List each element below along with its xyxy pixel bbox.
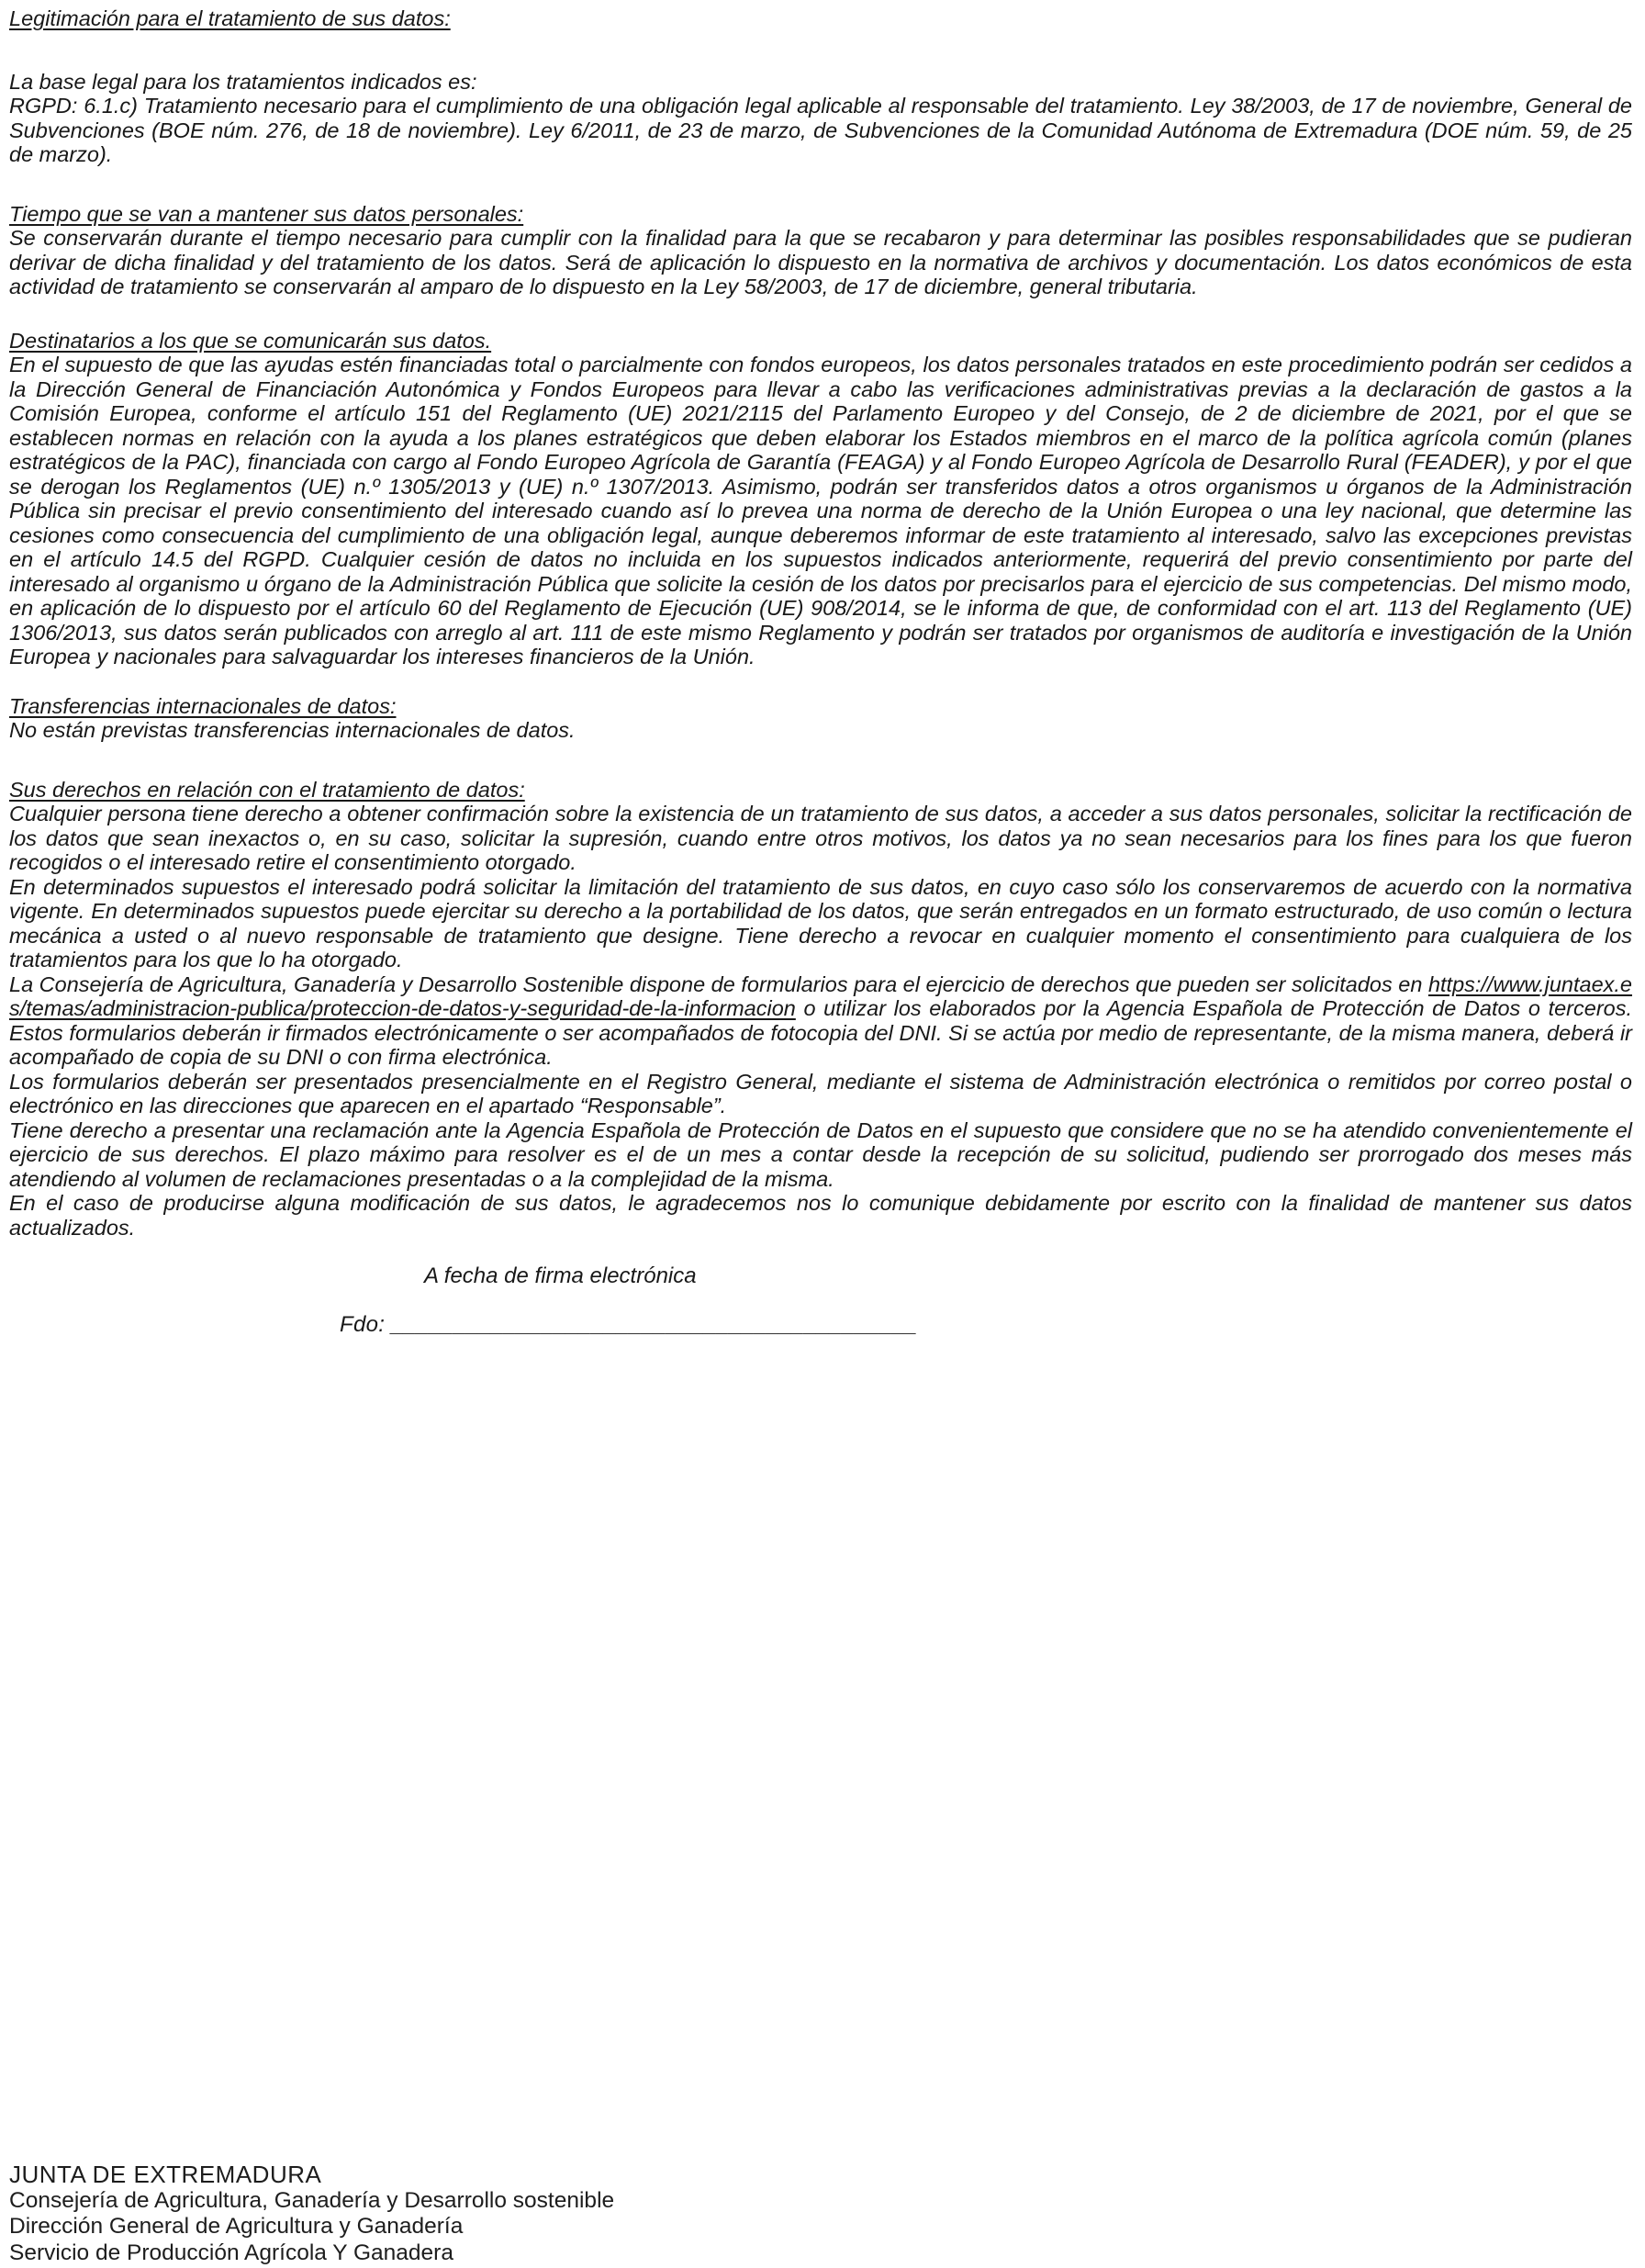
paragraph-derechos-formularios <box>9 972 1632 1070</box>
section-heading-destinatarios: Destinatarios a los que se comunicarán sus datos. <box>9 328 492 353</box>
section-heading-tiempo: Tiempo que se van a mantener sus datos personales: <box>9 201 524 226</box>
paragraph-derechos-limitacion: En determinados supuestos el interesado podrá solicitar la limitación del tratamiento de sus datos, en cuyo caso sólo los conservaremos de acuerdo con la normativa vigente. En determinados supuestos puede ejercitar su derecho a la portabilidad de los datos, que serán entregados en un formato estructurado, de uso común o lectura mecánica a usted o al nuevo responsable de tratamiento que designe. Tiene derecho a revocar en cualquier momento el consentimiento para cualquiera de los tratamientos para los que lo ha otorgado. <box>9 874 1632 971</box>
document-footer <box>9 2161 614 2266</box>
paragraph-derechos-reclamacion: Tiene derecho a presentar una reclamación ante la Agencia Española de Protección de Datos en el supuesto que considere que no se ha atendido convenientemente el ejercicio de sus derechos. El plazo máximo para resolver es el de un mes a contar desde la recepción de su solicitud, pudiendo ser prorrogado dos meses más atendiendo al volumen de reclamaciones presentadas o a la complejidad de la misma. <box>9 1117 1632 1191</box>
paragraph-base-legal-body: RGPD: 6.1.c) Tratamiento necesario para el cumplimiento de una obligación legal aplicable al responsable del tratamiento. Ley 38/2003, de 17 de noviembre, General de Subvenciones (BOE núm. 276, de 18 de noviembre). Ley 6/2011, de 23 de marzo, de Subvenciones de la Comunidad Autónoma de Extremadura (DOE núm. 59, de 25 de marzo). <box>9 94 1632 166</box>
document-body <box>9 6 1632 1337</box>
signature-blank-line: __________________________________________ <box>391 1311 918 1337</box>
paragraph-derechos-modificacion: En el caso de producirse alguna modificación de sus datos, le agradecemos nos lo comunique debidamente por escrito con la finalidad de mantener sus datos actualizados. <box>9 1191 1632 1240</box>
section-heading-legitimacion: Legitimación para el tratamiento de sus datos: <box>9 6 451 30</box>
paragraph-base-legal-intro: La base legal para los tratamientos indicados es: <box>9 69 477 94</box>
signature-date-line: A fecha de firma electrónica <box>424 1263 697 1288</box>
signature-fdo-line <box>9 1313 1632 1338</box>
formularios-text-after-link: o utilizar los elaborados por la Agencia Española de Protección de Datos o terceros. Estos formularios deberán ir firmados electrónicamente o ser acompañados de fotocopia del DNI. Si se actúa por medio de representante, de la misma manera, deberá ir acompañado de copia de su DNI o con firma electrónica. <box>9 996 1632 1069</box>
section-heading-transferencias: Transferencias internacionales de datos: <box>9 693 397 718</box>
footer-consejeria: Consejería de Agricultura, Ganadería y Desarrollo sostenible <box>9 2187 615 2213</box>
formularios-text-before-link: La Consejería de Agricultura, Ganadería y Desarrollo Sostenible dispone de formularios para el ejercicio de derechos que pueden ser solicitados en <box>9 971 1428 996</box>
footer-org-name: JUNTA DE EXTREMADURA <box>9 2161 322 2188</box>
section-heading-derechos: Sus derechos en relación con el tratamiento de datos: <box>9 777 525 802</box>
fdo-label: Fdo: <box>340 1311 386 1337</box>
footer-servicio: Servicio de Producción Agrícola Y Ganadera <box>9 2240 453 2265</box>
paragraph-tiempo-body: Se conservarán durante el tiempo necesario para cumplir con la finalidad para la que se recabaron y para determinar las posibles responsabilidades que se pudieran derivar de dicha finalidad y del tratamiento de los datos. Será de aplicación lo dispuesto en la normativa de archivos y documentación. Los datos económicos de esta actividad de tratamiento se conservarán al amparo de lo dispuesto en la Ley 58/2003, de 17 de diciembre, general tributaria. <box>9 226 1632 298</box>
paragraph-derechos-confirmacion: Cualquier persona tiene derecho a obtener confirmación sobre la existencia de un tratamiento de sus datos, a acceder a sus datos personales, solicitar la rectificación de los datos que sean inexactos o, en su caso, solicitar la supresión, cuando entre otros motivos, los datos ya no sean necesarios para los fines para los que fueron recogidos o el interesado retire el consentimiento otorgado. <box>9 802 1632 874</box>
paragraph-transferencias-body: No están previstas transferencias internacionales de datos. <box>9 718 576 742</box>
juntaex-proteccion-datos-link[interactable]: https://www.juntaex.es/temas/administracion-publica/proteccion-de-datos-y-seguridad-de-la-informacion <box>9 971 1632 1020</box>
paragraph-destinatarios-body: En el supuesto de que las ayudas estén financiadas total o parcialmente con fondos europeos, los datos personales tratados en este procedimiento podrán ser cedidos a la Dirección General de Financiación Autonómica y Fondos Europeos para llevar a cabo las verificaciones administrativas previas a la declaración de gastos a la Comisión Europea, conforme el artículo 151 del Reglamento (UE) 2021/2115 del Parlamento Europeo y del Consejo, de 2 de diciembre de 2021, por el que se establecen normas en relación con la ayuda a los planes estratégicos que deben elaborar los Estados miembros en el marco de la política agrícola común (planes estratégicos de la PAC), financiada con cargo al Fondo Europeo Agrícola de Garantía (FEAGA) y al Fondo Europeo Agrícola de Desarrollo Rural (FEADER), y por el que se derogan los Reglamentos (UE) n.º 1305/2013 y (UE) n.º 1307/2013. Asimismo, podrán ser transferidos datos a otros organismos u órganos de la Administración Pública sin precisar el previo consentimiento del interesado cuando así lo prevea una norma de derecho de la Unión Europea o una ley nacional, que determine las cesiones como consecuencia del cumplimiento de una obligación legal, aunque deberemos informar de este tratamiento al interesado, salvo las excepciones previstas en el artículo 14.5 del RGPD. Cualquier cesión de datos no incluida en los supuestos indicados anteriormente, requerirá del previo consentimiento por parte del interesado al organismo u órgano de la Administración Pública que solicite la cesión de los datos por precisarlos para el ejercicio de sus competencias. Del mismo modo, en aplicación de lo dispuesto por el artículo 60 del Reglamento de Ejecución (UE) 908/2014, se le informa de que, de conformidad con el art. 113 del Reglamento (UE) 1306/2013, sus datos serán publicados con arreglo al art. 111 de este mismo Reglamento y podrán ser tratados por organismos de auditoría e investigación de la Unión Europea y nacionales para salvaguardar los intereses financieros de la Unión. <box>9 353 1632 668</box>
footer-direccion-general: Dirección General de Agricultura y Ganadería <box>9 2214 464 2239</box>
paragraph-derechos-registro: Los formularios deberán ser presentados presencialmente en el Registro General, mediante el sistema de Administración electrónica o remitidos por correo postal o electrónico en las direcciones que aparecen en el apartado “Responsable”. <box>9 1069 1632 1117</box>
